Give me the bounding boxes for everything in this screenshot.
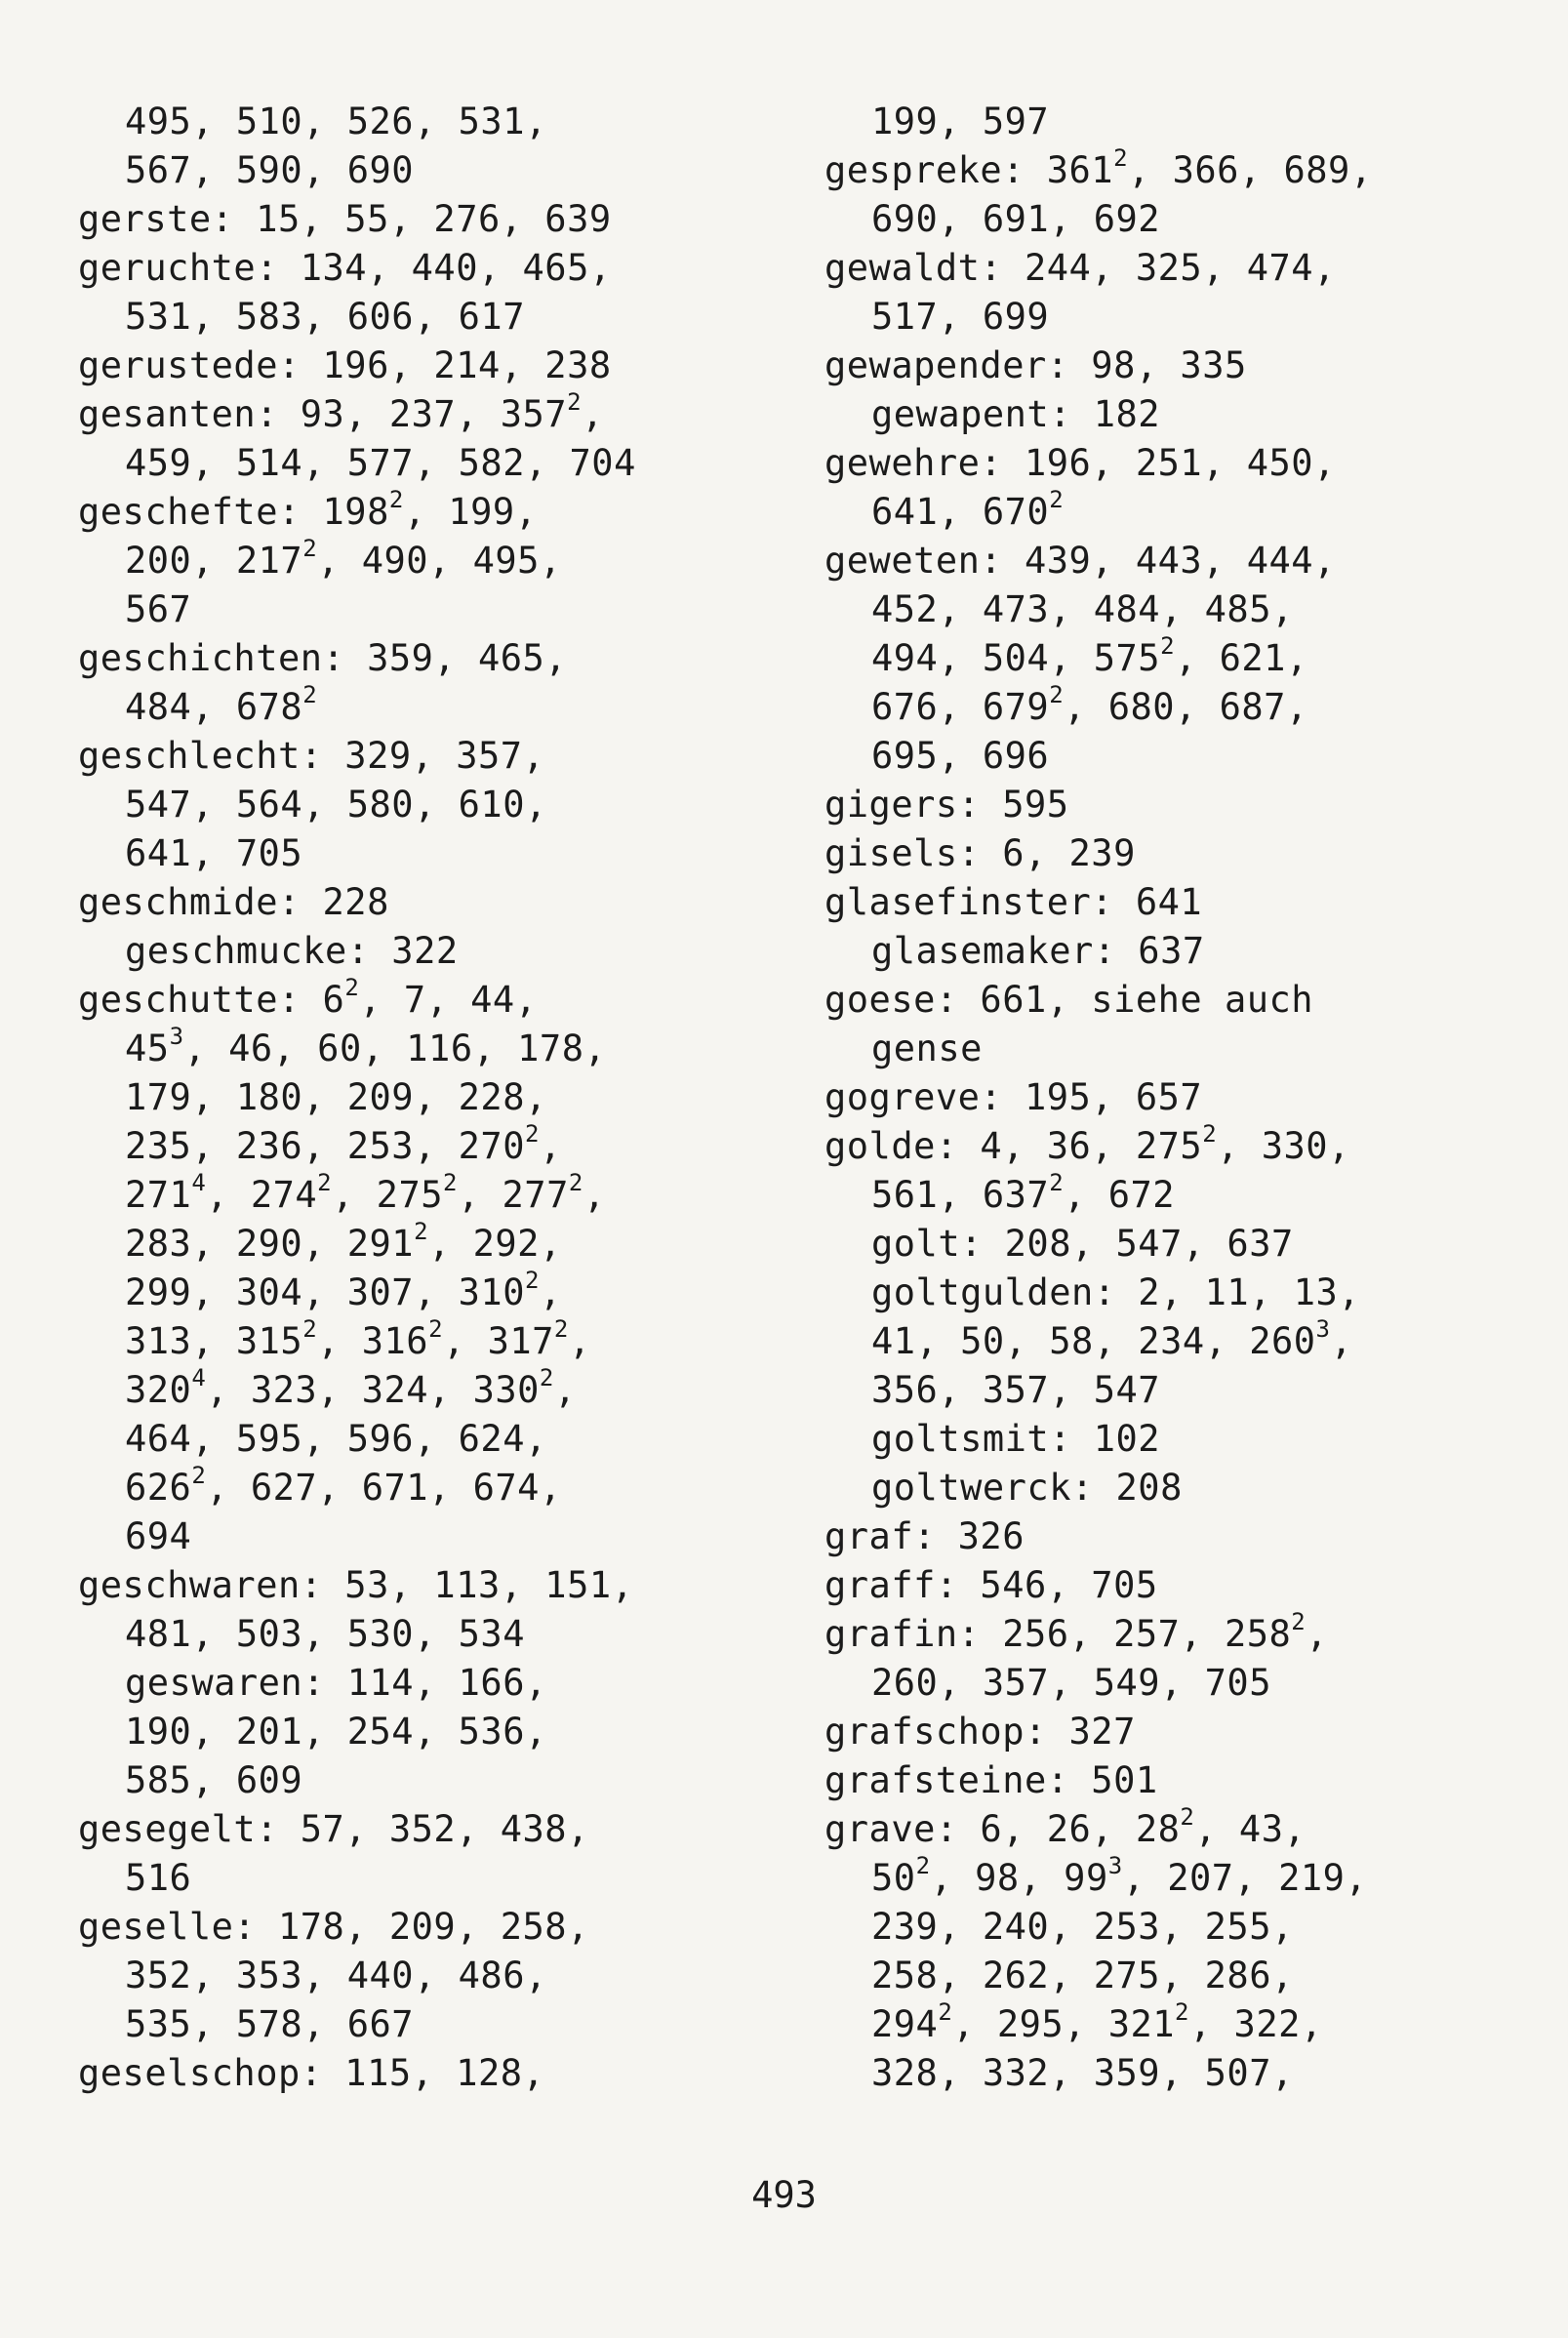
superscript-count: 2 <box>1175 1997 1189 2026</box>
superscript-count: 2 <box>524 1119 540 1148</box>
superscript-count: 2 <box>938 1997 953 2026</box>
index-entry-line: gisels: 6, 239 <box>824 832 1136 874</box>
index-continuation-line: 694 <box>125 1515 192 1557</box>
superscript-count: 2 <box>388 485 404 513</box>
superscript-count: 4 <box>191 1363 207 1391</box>
index-continuation-line: golt: 208, 547, 637 <box>871 1223 1294 1265</box>
index-entry-line: grave: 6, 26, $28^2$, 43, <box>824 1802 1307 1850</box>
index-entry-line: geschichten: 359, 465, <box>78 637 568 679</box>
index-continuation-line: $626^2$, 627, 671, 674, <box>125 1461 562 1509</box>
index-continuation-line: 260, 357, 549, 705 <box>871 1662 1271 1704</box>
index-continuation-line: 41, 50, 58, 234, $260^3$, <box>871 1314 1353 1362</box>
index-continuation-line: 585, 609 <box>125 1759 303 1801</box>
index-continuation-line: 495, 510, 526, 531, <box>125 101 547 142</box>
index-column-left <box>78 98 800 2098</box>
index-continuation-line: 561, $637^2$, 672 <box>871 1168 1176 1216</box>
index-continuation-line: gewapent: 182 <box>871 393 1161 435</box>
index-continuation-line: 179, 180, 209, 228, <box>125 1076 547 1118</box>
index-continuation-line: 258, 262, 275, 286, <box>871 1955 1294 1996</box>
superscript-count: 2 <box>539 1363 554 1391</box>
superscript-count: 2 <box>567 387 583 416</box>
superscript-count: 2 <box>443 1168 458 1196</box>
index-continuation-line: 239, 240, 253, 255, <box>871 1906 1294 1948</box>
index-entry-line: gerustede: 196, 214, 238 <box>78 344 612 386</box>
index-entry-line: gesegelt: 57, 352, 438, <box>78 1808 589 1850</box>
index-entry-line: geschefte: $198^2$, 199, <box>78 485 538 533</box>
index-entry-line: geweten: 439, 443, 444, <box>824 540 1336 582</box>
superscript-count: 2 <box>1113 143 1129 172</box>
superscript-count: 2 <box>302 680 318 708</box>
index-continuation-line: gense <box>871 1028 983 1069</box>
superscript-count: 2 <box>1049 680 1065 708</box>
index-continuation-line: goltwerck: 208 <box>871 1467 1183 1509</box>
index-column-right <box>824 98 1547 2098</box>
index-continuation-line: 199, 597 <box>871 101 1050 142</box>
index-continuation-line: 517, 699 <box>871 296 1050 338</box>
superscript-count: 2 <box>191 1461 207 1489</box>
index-continuation-line: 494, 504, $575^2$, 621, <box>871 631 1308 679</box>
index-continuation-line: 676, $679^2$, 680, 687, <box>871 680 1308 728</box>
index-continuation-line: 547, 564, 580, 610, <box>125 784 547 826</box>
index-entry-line: gerste: 15, 55, 276, 639 <box>78 198 612 240</box>
index-continuation-line: $294^2$, 295, $321^2$, 322, <box>871 1997 1323 2045</box>
index-entry-line: golde: 4, 36, $275^2$, 330, <box>824 1119 1350 1167</box>
superscript-count: 3 <box>1107 1851 1123 1879</box>
index-continuation-line: 567 <box>125 588 192 630</box>
superscript-count: 3 <box>1315 1314 1331 1343</box>
superscript-count: 2 <box>1160 631 1176 660</box>
superscript-count: 2 <box>524 1266 540 1294</box>
superscript-count: 3 <box>169 1022 184 1050</box>
index-continuation-line: 459, 514, 577, 582, 704 <box>125 442 636 484</box>
index-entry-line: gewehre: 196, 251, 450, <box>824 442 1336 484</box>
index-entry-line: gigers: 595 <box>824 784 1069 826</box>
index-entry-line: gewaldt: 244, 325, 474, <box>824 247 1336 289</box>
superscript-count: 2 <box>302 534 318 562</box>
index-continuation-line: 641, $670^2$ <box>871 485 1065 533</box>
index-continuation-line: 516 <box>125 1857 192 1899</box>
superscript-count: 2 <box>1049 1168 1065 1196</box>
index-continuation-line: 484, $678^2$ <box>125 680 318 728</box>
index-continuation-line: 641, 705 <box>125 832 303 874</box>
index-continuation-line: 452, 473, 484, 485, <box>871 588 1294 630</box>
index-entry-line: glasefinster: 641 <box>824 881 1203 923</box>
index-entry-line: geselschop: 115, 128, <box>78 2052 545 2094</box>
superscript-count: 2 <box>1291 1607 1307 1635</box>
superscript-count: 2 <box>553 1314 569 1343</box>
index-entry-line: gespreke: $361^2$, 366, 689, <box>824 143 1373 191</box>
index-entry-line: grafin: 256, 257, $258^2$, <box>824 1607 1329 1655</box>
index-entry-line: grafschop: 327 <box>824 1711 1136 1753</box>
index-continuation-line: 235, 236, 253, $270^2$, <box>125 1119 562 1167</box>
index-continuation-line: 352, 353, 440, 486, <box>125 1955 547 1996</box>
page-number: 493 <box>751 2174 817 2216</box>
index-continuation-line: 531, 583, 606, 617 <box>125 296 525 338</box>
index-continuation-line: 464, 595, 596, 624, <box>125 1418 547 1460</box>
index-entry-line: gesanten: 93, 237, $357^2$, <box>78 387 604 435</box>
index-continuation-line: 567, 590, 690 <box>125 149 415 191</box>
index-entry-line: geschlecht: 329, 357, <box>78 735 545 777</box>
index-continuation-line: 481, 503, 530, 534 <box>125 1613 525 1655</box>
index-entry-line: graff: 546, 705 <box>824 1564 1158 1606</box>
index-continuation-line: $45^3$, 46, 60, 116, 178, <box>125 1022 607 1069</box>
superscript-count: 2 <box>317 1168 333 1196</box>
superscript-count: 2 <box>302 1314 318 1343</box>
index-continuation-line: 535, 578, 667 <box>125 2003 415 2045</box>
superscript-count: 2 <box>1049 485 1065 513</box>
index-entry-line: gewapender: 98, 335 <box>824 344 1247 386</box>
index-entry-line: grafsteine: 501 <box>824 1759 1158 1801</box>
index-entry-line: geschutte: $6^2$, 7, 44, <box>78 973 538 1021</box>
index-entry-line: gogreve: 195, 657 <box>824 1076 1203 1118</box>
index-continuation-line: $320^4$, 323, 324, $330^2$, <box>125 1363 577 1411</box>
index-continuation-line: 313, $315^2$, $316^2$, $317^2$, <box>125 1314 591 1362</box>
index-continuation-line: $50^2$, 98, $99^3$, 207, 219, <box>871 1851 1368 1899</box>
index-continuation-line: 328, 332, 359, 507, <box>871 2052 1294 2094</box>
index-entry-line: graf: 326 <box>824 1515 1025 1557</box>
index-continuation-line: 190, 201, 254, 536, <box>125 1711 547 1753</box>
index-entry-line: geruchte: 134, 440, 465, <box>78 247 612 289</box>
index-continuation-line: glasemaker: 637 <box>871 930 1205 972</box>
index-continuation-line: 200, $217^2$, 490, 495, <box>125 534 562 582</box>
index-entry-line: geschwaren: 53, 113, 151, <box>78 1564 634 1606</box>
index-continuation-line: 283, 290, $291^2$, 292, <box>125 1217 562 1265</box>
index-continuation-line: geschmucke: 322 <box>125 930 459 972</box>
superscript-count: 2 <box>344 973 360 1001</box>
index-continuation-line: goltgulden: 2, 11, 13, <box>871 1271 1361 1313</box>
index-continuation-line: 299, 304, 307, $310^2$, <box>125 1266 562 1313</box>
superscript-count: 2 <box>1202 1119 1218 1148</box>
index-continuation-line: goltsmit: 102 <box>871 1418 1161 1460</box>
index-continuation-line: $271^4$, $274^2$, $275^2$, $277^2$, <box>125 1168 606 1216</box>
index-continuation-line: 695, 696 <box>871 735 1050 777</box>
superscript-count: 2 <box>428 1314 444 1343</box>
superscript-count: 4 <box>191 1168 207 1196</box>
index-entry-line: goese: 661, siehe auch <box>824 979 1314 1021</box>
index-entry-line: geschmide: 228 <box>78 881 389 923</box>
index-continuation-line: 356, 357, 547 <box>871 1369 1161 1411</box>
index-entry-line: geselle: 178, 209, 258, <box>78 1906 589 1948</box>
superscript-count: 2 <box>915 1851 931 1879</box>
superscript-count: 2 <box>414 1217 429 1245</box>
index-continuation-line: geswaren: 114, 166, <box>125 1662 547 1704</box>
superscript-count: 2 <box>1180 1802 1195 1831</box>
superscript-count: 2 <box>568 1168 583 1196</box>
index-continuation-line: 690, 691, 692 <box>871 198 1161 240</box>
